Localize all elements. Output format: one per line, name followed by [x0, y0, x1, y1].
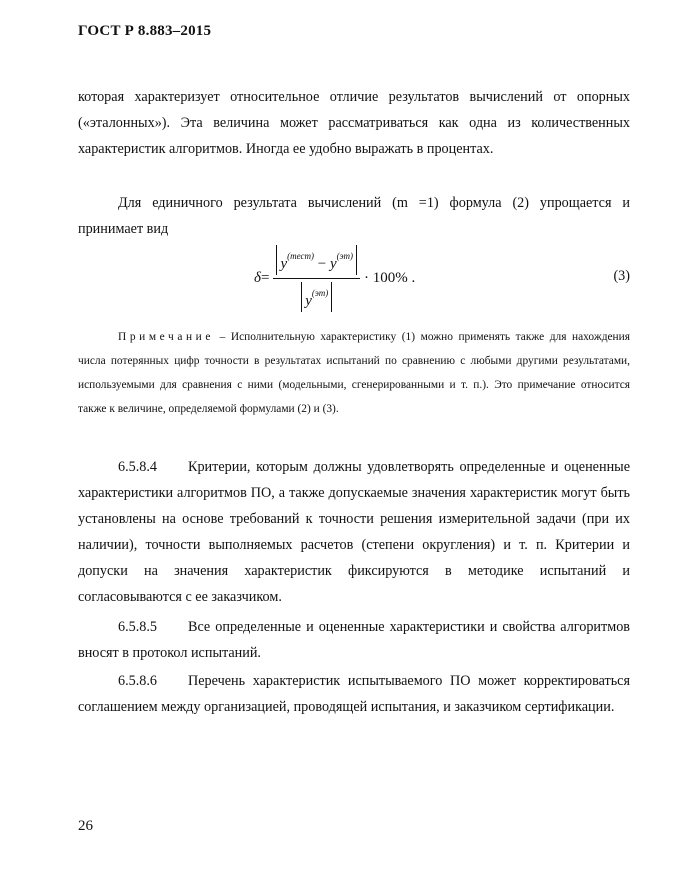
- clause-text: Все определенные и оцененные характеристики и свойства алгоритмов вносят в протокол испытаний.: [78, 619, 630, 661]
- numerator-minus: −: [314, 255, 330, 272]
- numerator-y-test: y: [280, 255, 288, 272]
- page-number: 26: [78, 818, 93, 834]
- clause-6-5-8-5: [78, 614, 630, 666]
- clause-6-5-8-4: [78, 454, 630, 610]
- note-block: [78, 325, 630, 421]
- paragraph-single-result: Для единичного результата вычислений (m =1) формула (2) упрощается и принимает вид: [78, 195, 630, 237]
- formula-numerator-abs: [276, 245, 357, 275]
- formula-denominator: [301, 279, 332, 312]
- numerator-y-ref: y: [329, 255, 337, 272]
- denominator-y-ref: y: [305, 292, 312, 309]
- numerator-superscript-ref: (эт): [336, 250, 353, 261]
- formula-expression: [254, 248, 415, 308]
- clause-number: 6.5.8.5: [118, 619, 158, 635]
- formula-denominator-abs: [301, 282, 332, 312]
- formula-tail: · 100% .: [363, 269, 416, 286]
- clause-6-5-8-6: [78, 668, 630, 720]
- clause-number: 6.5.8.6: [118, 673, 158, 689]
- clause-number: 6.5.8.4: [118, 459, 158, 475]
- standard-header: ГОСТ Р 8.883–2015: [78, 23, 212, 39]
- formula-3: [78, 248, 630, 308]
- clause-text: Перечень характеристик испытываемого ПО может корректироваться соглашением между организацией, проводящей испытания, и заказчиком сертификации.: [78, 673, 630, 715]
- formula-numerator: [273, 245, 360, 279]
- denominator-superscript-ref: (эт): [311, 287, 329, 298]
- paragraph-continuation: которая характеризует относительное отличие результатов вычислений от опорных («эталонных»). Эта величина может рассматриваться как одна из количественных характеристик алгоритмов. Иногда ее удобно выражать в процентах.: [78, 89, 630, 157]
- numerator-superscript-test: (тест): [287, 250, 314, 261]
- formula-equals: =: [260, 269, 270, 286]
- note-label: Примечание: [118, 331, 215, 343]
- formula-fraction: [273, 245, 360, 312]
- clause-text: Критерии, которым должны удовлетворять определенные и оцененные характеристики алгоритмов ПО, а также допускаемые значения характеристик могут быть установлены на основе требований к точности решения измерительной задачи (при их наличии), точности выполняемых расчетов (степени округления) и т. п. Критерии и допуски на значения характеристик фиксируются в методике испытаний и согласовываются с ее заказчиком.: [78, 459, 630, 605]
- note-text: – Исполнительную характеристику (1) можно применять также для нахождения числа потерянных цифр точности в результатах испытаний по сравнению с любыми другими результатами, используемыми для сравнения с ними (модельными, сгенерированными и т. п.). Это примечание относится также к величине, определяемой формулами (2) и (3).: [78, 331, 630, 415]
- equation-number: (3): [613, 268, 630, 284]
- formula-delta: δ: [254, 269, 261, 286]
